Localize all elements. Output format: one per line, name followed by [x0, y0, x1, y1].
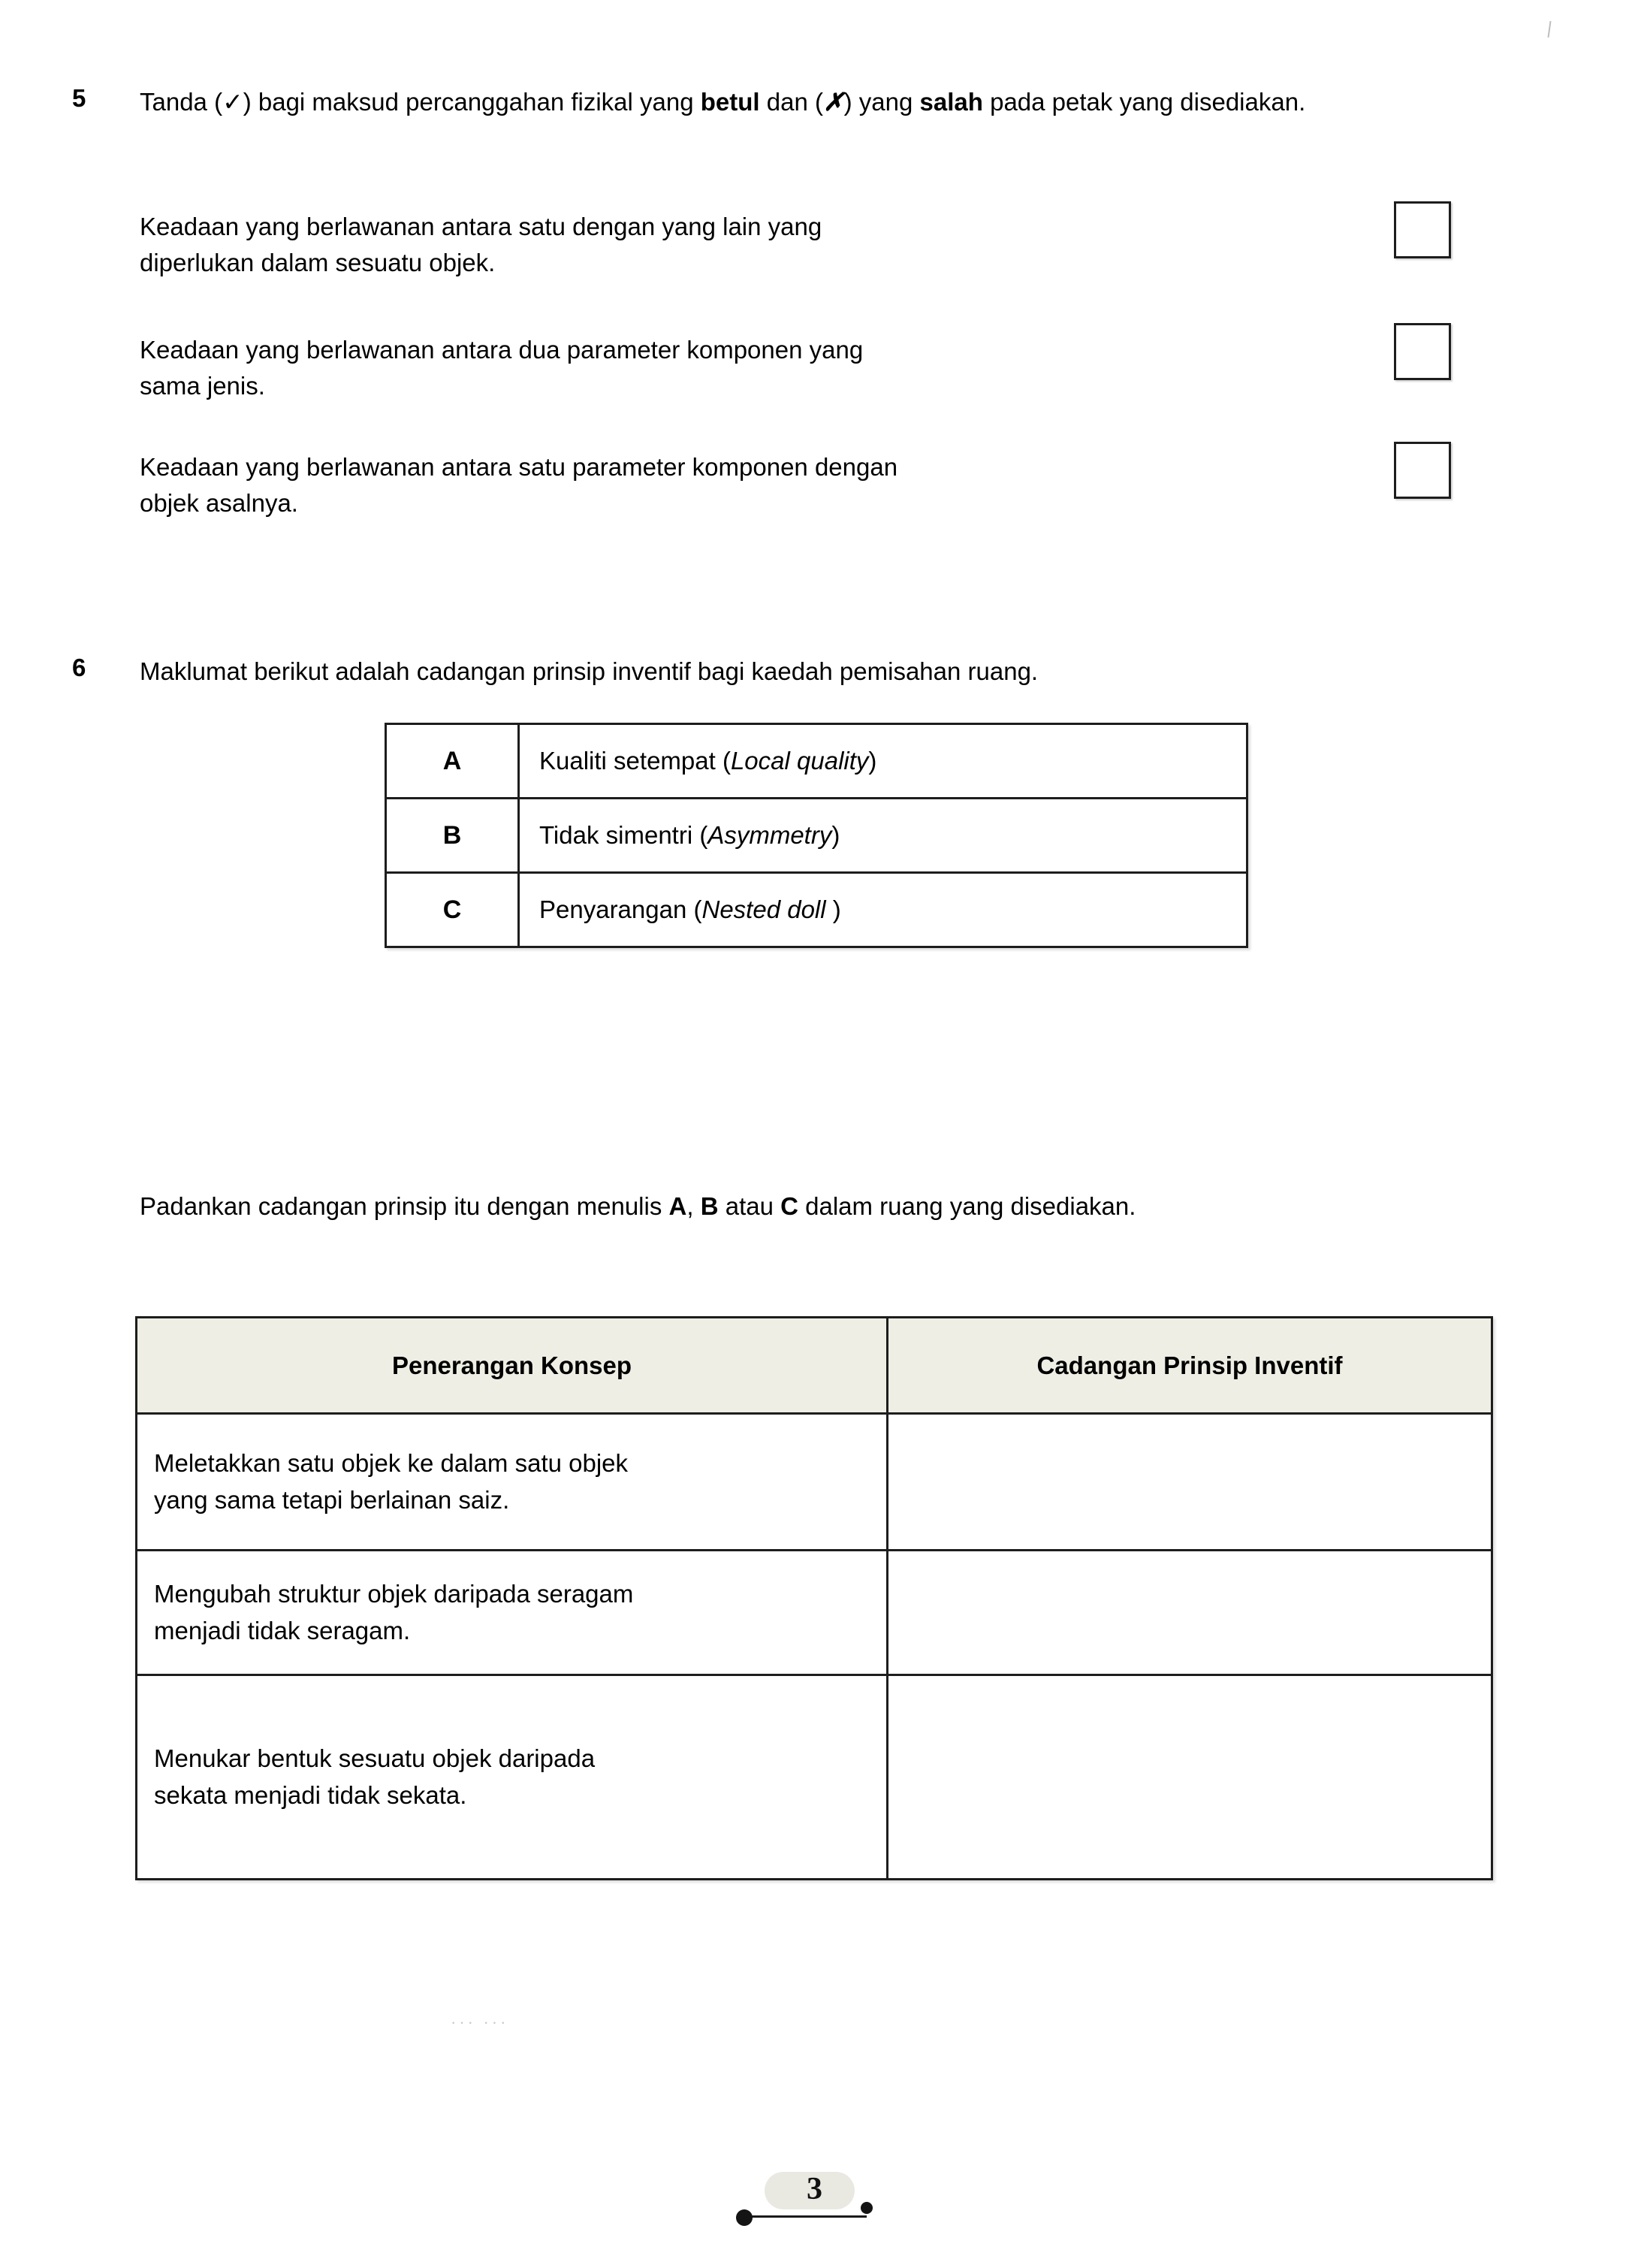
- statement-2: [140, 332, 1326, 404]
- statement-1-line-2: diperlukan dalam sesuatu objek.: [140, 249, 496, 277]
- table-row: [386, 724, 1247, 799]
- match-instruction-part-4: dalam ruang yang disediakan.: [798, 1192, 1136, 1220]
- principle-a-close: ): [868, 747, 877, 775]
- match-bold-a: A: [668, 1192, 687, 1220]
- cross-icon: ✗: [822, 88, 844, 116]
- column-header-cadangan-prinsip-inventif: Cadangan Prinsip Inventif: [888, 1318, 1492, 1414]
- principle-c-malay: Penyarangan (: [539, 895, 702, 923]
- table-row: [137, 1675, 1492, 1880]
- question-5-number: 5: [72, 84, 86, 112]
- principle-a-english: Local quality: [730, 747, 869, 775]
- matching-answer-table: [135, 1316, 1493, 1880]
- table-header-row: [137, 1318, 1492, 1414]
- q5-instruction-part-2: dan (: [759, 88, 823, 116]
- q5-instruction-part-1: Tanda (✓) bagi maksud percanggahan fizikal yang: [140, 88, 701, 116]
- statement-2-line-1: Keadaan yang berlawanan antara dua parameter komponen yang: [140, 336, 864, 364]
- question-6-number: 6: [72, 654, 86, 681]
- table-row: [137, 1414, 1492, 1551]
- question-6-instruction: Maklumat berikut adalah cadangan prinsip inventif bagi kaedah pemisahan ruang.: [140, 657, 1039, 685]
- q5-bold-salah: salah: [919, 88, 983, 116]
- q5-instruction-part-3: ) yang: [843, 88, 920, 116]
- table-row: [386, 799, 1247, 873]
- page-number-dot-right: [861, 2202, 873, 2214]
- q5-bold-betul: betul: [700, 88, 760, 116]
- principle-letter-b: B: [386, 799, 519, 873]
- answer-cell-1[interactable]: [888, 1414, 1492, 1551]
- match-bold-c: C: [780, 1192, 798, 1220]
- principle-desc-b: [519, 799, 1247, 873]
- concept-1-line-1: Meletakkan satu objek ke dalam satu objek: [154, 1449, 629, 1478]
- principle-b-close: ): [831, 821, 840, 849]
- question-5-instruction: [140, 84, 1522, 121]
- statement-3-line-1: Keadaan yang berlawanan antara satu parameter komponen dengan: [140, 453, 898, 481]
- concept-1-line-2: yang sama tetapi berlainan saiz.: [154, 1485, 510, 1514]
- statement-2-line-2: sama jenis.: [140, 372, 265, 400]
- concept-3-line-2: sekata menjadi tidak sekata.: [154, 1780, 467, 1809]
- page-number-rule: [745, 2215, 867, 2218]
- answer-box-statement-1[interactable]: [1394, 201, 1451, 258]
- concept-2-line-2: menjadi tidak seragam.: [154, 1616, 411, 1644]
- principle-desc-c: [519, 873, 1247, 947]
- q5-instruction-part-4: pada petak yang disediakan.: [982, 88, 1306, 116]
- concept-cell-1: [137, 1414, 888, 1551]
- concept-cell-3: [137, 1675, 888, 1880]
- answer-cell-3[interactable]: [888, 1675, 1492, 1880]
- principle-b-malay: Tidak simentri (: [539, 821, 708, 849]
- column-header-penerangan-konsep: Penerangan Konsep: [137, 1318, 888, 1414]
- concept-cell-2: [137, 1551, 888, 1675]
- statement-3: [140, 449, 1356, 521]
- principle-desc-a: [519, 724, 1247, 799]
- page-number-dot-left: [736, 2209, 753, 2226]
- principle-c-english: Nested doll: [701, 895, 826, 923]
- principles-table: [385, 723, 1248, 948]
- statement-1: [140, 209, 1326, 281]
- principle-b-english: Asymmetry: [707, 821, 832, 849]
- answer-box-statement-3[interactable]: [1394, 442, 1451, 499]
- scan-artifact: ··· ···: [451, 2013, 509, 2032]
- table-row: [386, 873, 1247, 947]
- answer-cell-2[interactable]: [888, 1551, 1492, 1675]
- table-row: [137, 1551, 1492, 1675]
- match-instruction-part-1: Padankan cadangan prinsip itu dengan menulis: [140, 1192, 669, 1220]
- statement-3-line-2: objek asalnya.: [140, 489, 298, 518]
- match-instruction-part-2: ,: [686, 1192, 701, 1220]
- scan-edge-mark: [1547, 21, 1551, 38]
- page-number: 3: [807, 2172, 822, 2206]
- match-bold-b: B: [700, 1192, 719, 1220]
- match-instruction: [140, 1188, 1522, 1225]
- principle-letter-a: A: [386, 724, 519, 799]
- principle-letter-c: C: [386, 873, 519, 947]
- principle-c-close: ): [825, 895, 841, 923]
- concept-2-line-1: Mengubah struktur objek daripada seragam: [154, 1580, 634, 1608]
- match-instruction-part-3: atau: [718, 1192, 781, 1220]
- concept-3-line-1: Menukar bentuk sesuatu objek daripada: [154, 1744, 596, 1773]
- page-footer: [0, 2169, 1629, 2236]
- principle-a-malay: Kualiti setempat (: [539, 747, 731, 775]
- statement-1-line-1: Keadaan yang berlawanan antara satu dengan yang lain yang: [140, 213, 822, 240]
- answer-box-statement-2[interactable]: [1394, 323, 1451, 380]
